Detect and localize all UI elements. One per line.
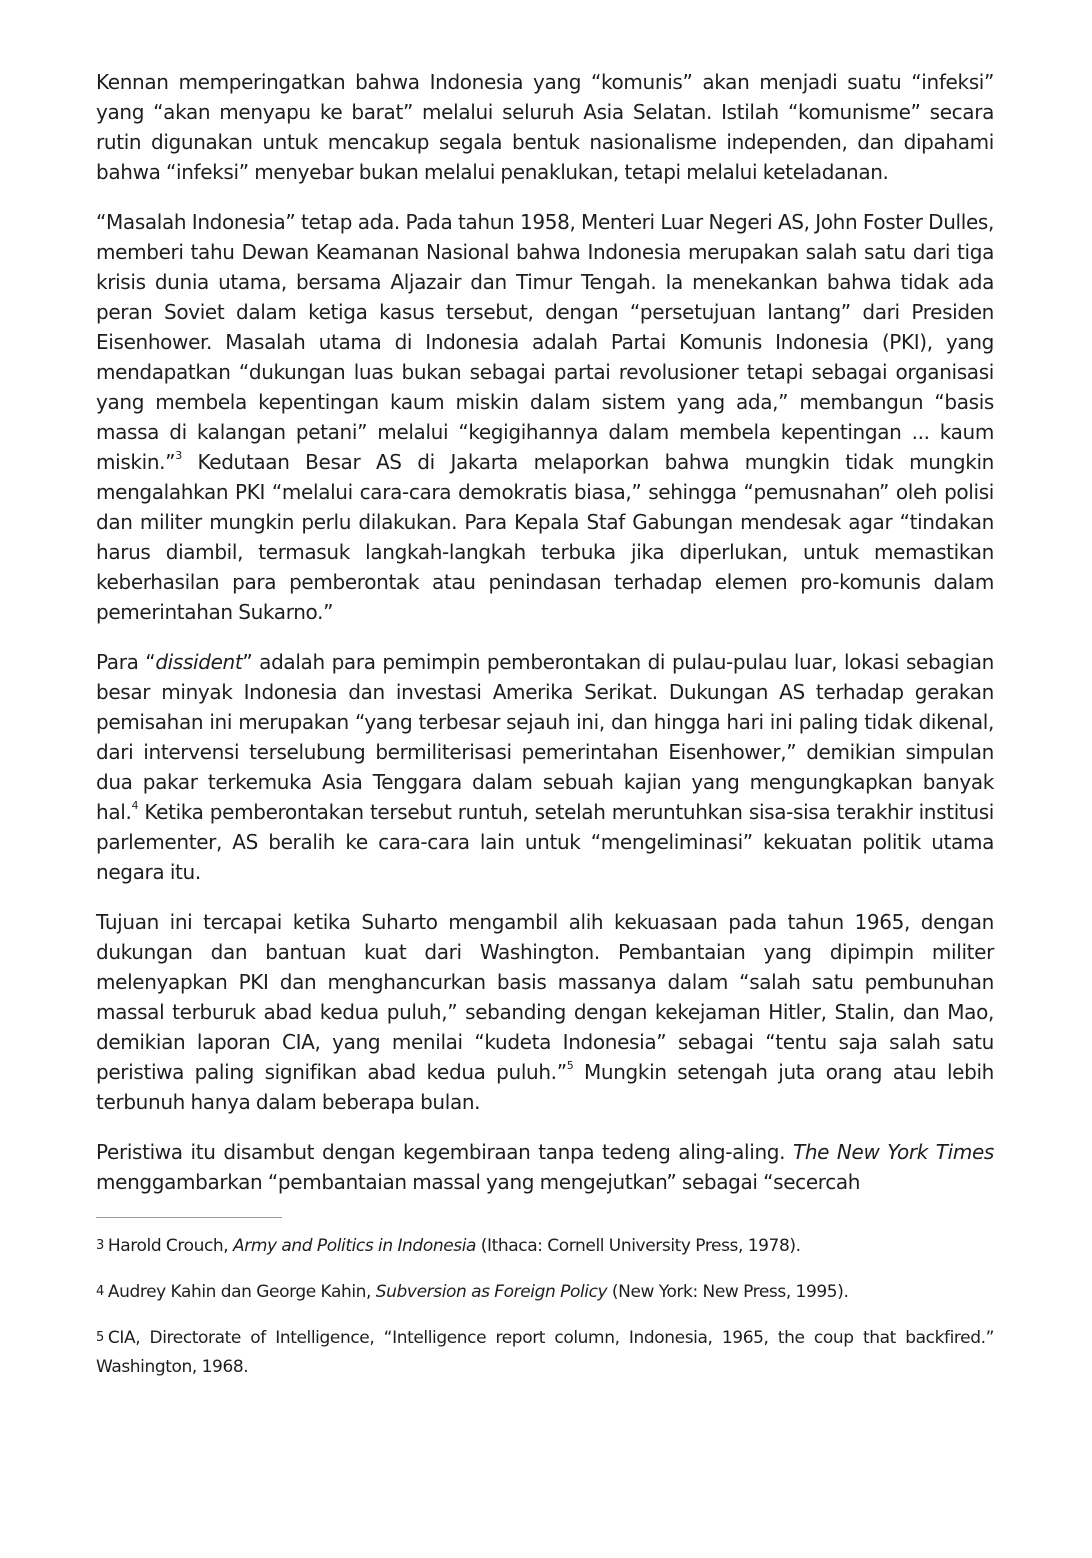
paragraph-text: “Masalah Indonesia” tetap ada. Pada tahun 1958, Menteri Luar Negeri AS, John Foster Dulles, memberi tahu Dewan Keamanan Nasional bahwa Indonesia merupakan salah satu dari tiga krisis dunia utama, bersama Aljazair dan Timur Tengah. Ia menekankan bahwa tidak ada peran Soviet dalam ketiga kasus tersebut, dengan “persetujuan lantang” dari Presiden Eisenhower. Masalah utama di Indonesia adalah Partai Komunis Indonesia (PKI), yang mendapatkan “dukungan luas bukan sebagai partai revolusioner tetapi sebagai organisasi yang membela kepentingan kaum miskin dalam sistem yang ada,” membangun “basis massa di kalangan petani” melalui “kegigihannya dalam membela kepentingan ... kaum miskin.” [96,210,994,474]
footnotes [96,1232,994,1382]
footnote-text: CIA, Directorate of Intelligence, “Intelligence report column, Indonesia, 1965, the coup that backfired.” Washington, 1968. [96,1328,994,1377]
paragraph-peristiwa [96,1137,994,1197]
footnote-ref-5[interactable]: 5 [566,1059,574,1073]
document-page [96,67,994,1399]
footnote-number: 3 [96,1238,104,1253]
paragraph-suharto [96,907,994,1117]
footnote-ref-4[interactable]: 4 [131,799,139,813]
footnote-separator [96,1217,282,1218]
footnote-text: Harold Crouch, [107,1236,234,1256]
footnote-ref-3[interactable]: 3 [175,449,182,463]
paragraph-dissident [96,647,994,887]
paragraph-text: Kedutaan Besar AS di Jakarta melaporkan bahwa mungkin tidak mungkin mengalahkan PKI “melalui cara-cara demokratis biasa,” sehingga “pemusnahan” oleh polisi dan militer mungkin perlu dilakukan. Para Kepala Staf Gabungan mendesak agar “tindakan harus diambil, termasuk langkah-langkah terbuka jika diperlukan, untuk memastikan keberhasilan para pemberontak atau penindasan terhadap elemen pro-komunis dalam pemerintahan Sukarno.” [96,450,994,624]
paragraph-kennan: Kennan memperingatkan bahwa Indonesia yang “komunis” akan menjadi suatu “infeksi” yang “akan menyapu ke barat” melalui seluruh Asia Selatan. Istilah “komunisme” secara rutin digunakan untuk mencakup segala bentuk nasionalisme independen, dan dipahami bahwa “infeksi” menyebar bukan melalui penaklukan, tetapi melalui keteladanan. [96,70,994,184]
paragraph-text: Para “ [96,650,156,674]
italic-publication: The New York Times [792,1140,994,1164]
paragraph-text: Tujuan ini tercapai ketika Suharto mengambil alih kekuasaan pada tahun 1965, dengan dukungan dan bantuan kuat dari Washington. Pembantaian yang dipimpin militer melenyapkan PKI dan menghancurkan basis massanya dalam “salah satu pembunuhan massal terburuk abad kedua puluh,” sebanding dengan kekejaman Hitler, Stalin, dan Mao, demikian laporan CIA, yang menilai “kudeta Indonesia” sebagai “tentu saja salah satu peristiwa paling signifikan abad kedua puluh.” [96,910,994,1084]
footnote-5 [96,1324,994,1382]
footnote-4 [96,1278,994,1307]
paragraph-text: ” adalah para pemimpin pemberontakan di pulau-pulau luar, lokasi sebagian besar minyak Indonesia dan investasi Amerika Serikat. Dukungan AS terhadap gerakan pemisahan ini merupakan “yang terbesar sejauh ini, dan hingga hari ini paling tidak dikenal, dari intervensi terselubung bermiliterisasi pemerintahan Eisenhower,” demikian simpulan dua pakar terkemuka Asia Tenggara dalam sebuah kajian yang mengungkapkan banyak hal. [96,650,994,824]
paragraph-text: menggambarkan “pembantaian massal yang mengejutkan” sebagai “secercah [96,1170,861,1194]
footnote-text: Audrey Kahin dan George Kahin, [107,1282,376,1302]
footnote-number: 5 [96,1330,104,1345]
paragraph-text: Mungkin setengah juta orang atau lebih terbunuh hanya dalam beberapa bulan. [96,1060,995,1114]
footnote-title: Army and Politics in Indonesia [233,1236,477,1256]
footnote-text: (New York: New Press, 1995). [607,1282,849,1302]
footnote-3 [96,1232,994,1261]
paragraph-text: Peristiwa itu disambut dengan kegembiraan tanpa tedeng aling-aling. [96,1140,793,1164]
footnote-text: (Ithaca: Cornell University Press, 1978). [476,1236,801,1256]
footnote-title: Subversion as Foreign Policy [375,1282,608,1302]
italic-term: dissident [155,650,243,674]
paragraph-masalah-indonesia [96,207,994,627]
footnote-number: 4 [96,1284,104,1299]
paragraph-text: Ketika pemberontakan tersebut runtuh, setelah meruntuhkan sisa-sisa terakhir institusi parlementer, AS beralih ke cara-cara lain untuk “mengeliminasi” kekuatan politik utama negara itu. [96,800,994,884]
